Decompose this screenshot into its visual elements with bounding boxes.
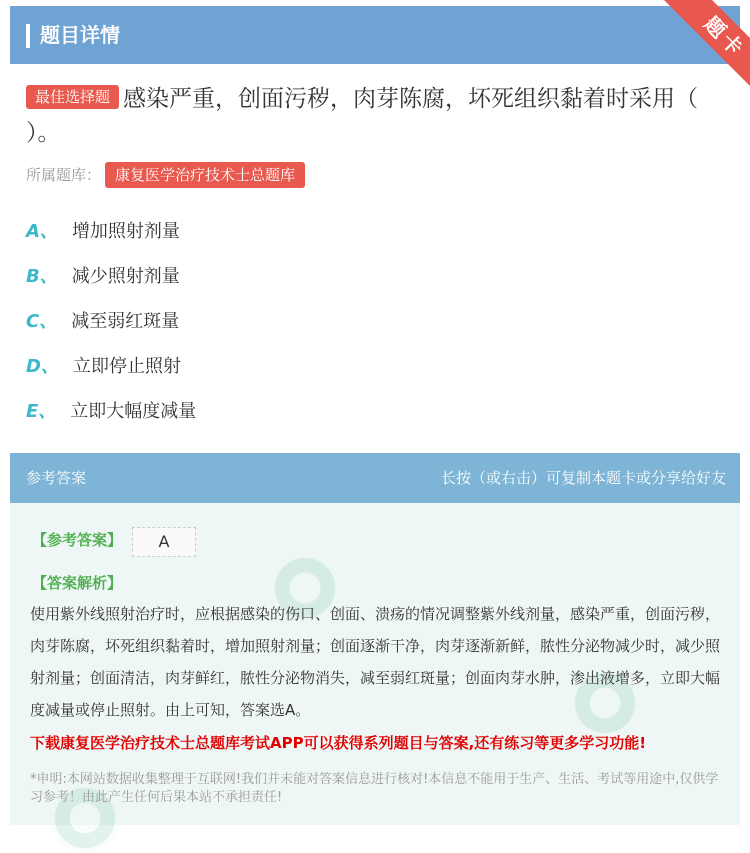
question-bank-row [26,162,305,188]
question-text: 感染严重，创面污秽，肉芽陈腐，坏死组织黏着时采用（ ）。 [26,86,699,146]
option-text: 减至弱红斑量 [71,311,180,332]
analysis-text: 使用紫外线照射治疗时，应根据感染的伤口、创面、溃疡的情况调整紫外线剂量，感染严重，创面污秽，肉芽陈腐，坏死组织黏着时，增加照射剂量；创面逐渐干净，肉芽逐渐新鲜，脓性分泌物减少时，减少照射剂量；创面清洁，肉芽鲜红，脓性分泌物消失，减至弱红斑量；创面肉芽水肿，渗出液增多，立即大幅度减量或停止照射。由上可知，答案选A。 [30,605,721,719]
option-text: 立即停止照射 [72,356,181,377]
answer-header-title: 参考答案 [26,469,87,487]
question-type-badge: 最佳选择题 [26,85,119,109]
reference-answer-value: A [132,527,196,557]
app-download-link[interactable]: 下载康复医学治疗技术士总题库考试APP可以获得系列题目与答案,还有练习等更多学习功能! [30,734,647,752]
share-hint: 长按（或右击）可复制本题卡或分享给好友 [440,469,726,487]
option-a[interactable] [26,218,180,246]
option-letter: C、 [26,311,58,332]
option-e[interactable] [26,398,196,426]
question-stem [26,82,726,150]
ribbon-label: 题卡 [660,0,750,90]
bank-label: 所属题库： [26,166,102,184]
option-letter: B、 [26,266,58,287]
corner-ribbon [620,0,750,90]
header-accent-bar [26,24,30,48]
option-c[interactable] [26,308,179,336]
option-letter: E、 [26,401,57,422]
analysis-label: 【答案解析】 [32,574,123,592]
option-b[interactable] [26,263,180,291]
disclaimer: *申明:本网站数据收集整理于互联网!我们并未能对答案信息进行核对!本信息不能用于生产、生活、考试等用途中,仅供学习参考！由此产生任何后果本站不承担责任! [30,772,719,805]
answer-panel [10,453,740,825]
bank-link[interactable]: 康复医学治疗技术士总题库 [105,162,305,188]
reference-answer-label: 【参考答案】 [32,531,123,549]
option-letter: A、 [26,221,58,242]
answer-header [10,453,740,503]
option-d[interactable] [26,353,181,381]
question-card [10,6,740,819]
page-title: 题目详情 [40,23,120,47]
option-text: 立即大幅度减量 [70,401,197,422]
option-letter: D、 [26,356,59,377]
option-text: 减少照射剂量 [71,266,180,287]
option-text: 增加照射剂量 [71,221,180,242]
